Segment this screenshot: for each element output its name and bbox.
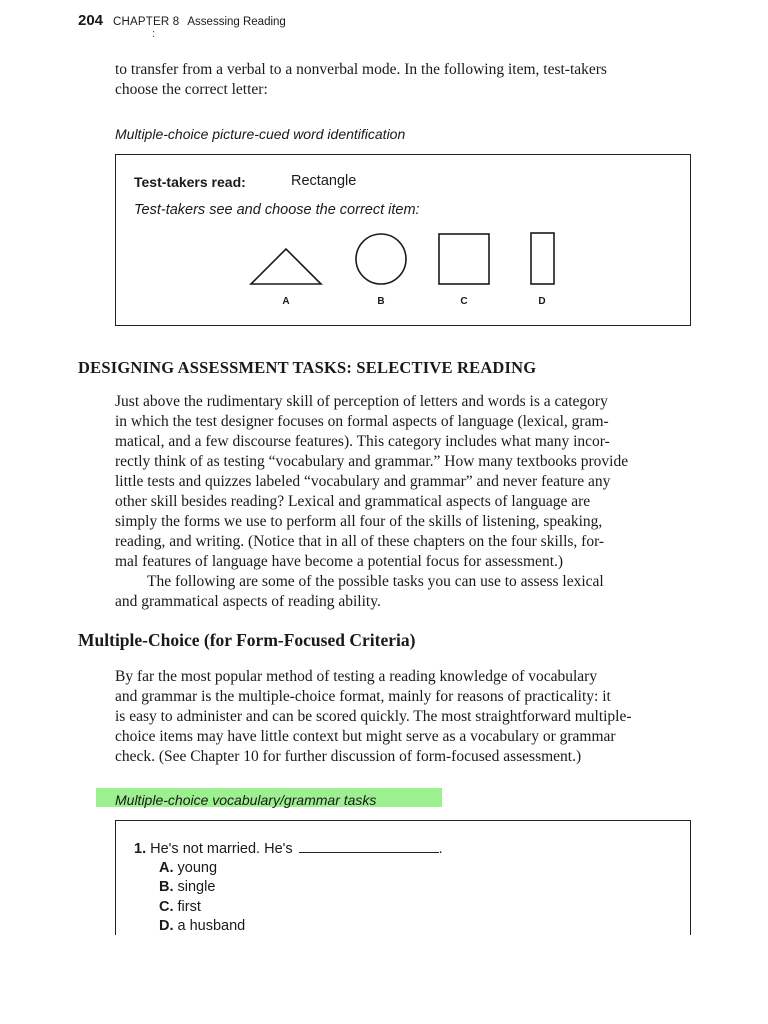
section-p1-line-5: little tests and quizzes labeled “vocabulary and grammar” and never feature any xyxy=(115,473,611,490)
section-p1-line-8: reading, and writing. (Notice that in all of these chapters on the four skills, for- xyxy=(115,533,605,550)
section-p2-line-2: and grammatical aspects of reading ability. xyxy=(115,593,381,610)
choice-text: first xyxy=(177,899,201,915)
question-number: 1. xyxy=(134,841,147,857)
subsection-line-3: is easy to administer and can be scored quickly. The most straightforward multiple- xyxy=(115,708,632,725)
section-p1-line-2: in which the test designer focuses on formal aspects of language (lexical, gram- xyxy=(115,413,609,430)
section-p1-line-4: rectly think of as testing “vocabulary and grammar.” How many textbooks provide xyxy=(115,453,629,470)
section-p1-line-7: simply the forms we use to perform all four of the skills of listening, speaking, xyxy=(115,513,603,530)
choice-text: young xyxy=(177,860,218,876)
section-p1-line-1: Just above the rudimentary skill of perception of letters and words is a category xyxy=(115,393,608,410)
chapter-label: CHAPTER 8 xyxy=(113,16,180,28)
option-letter-d: D xyxy=(538,296,546,307)
rectangle-icon xyxy=(531,233,554,284)
figure1-instruction: Test-takers see and choose the correct item: xyxy=(134,202,420,218)
square-icon xyxy=(439,234,489,284)
question-stem xyxy=(134,840,443,857)
question-text: He's not married. He's xyxy=(150,841,293,857)
option-letter-b: B xyxy=(377,296,385,307)
choice-text: single xyxy=(177,879,216,895)
figure2-caption: Multiple-choice vocabulary/grammar tasks xyxy=(115,792,377,808)
option-letter-c: C xyxy=(460,296,468,307)
stray-mark: : xyxy=(152,28,156,40)
circle-icon xyxy=(356,234,406,284)
choice-letter: B. xyxy=(159,879,174,895)
section-p1-line-6: other skill besides reading? Lexical and grammatical aspects of language are xyxy=(115,493,591,510)
choice-letter: A. xyxy=(159,860,174,876)
subsection-line-5: check. (See Chapter 10 for further discussion of form-focused assessment.) xyxy=(115,748,582,765)
figure1-caption: Multiple-choice picture-cued word identification xyxy=(115,126,406,142)
section-p1-line-3: matical, and a few discourse features). This category includes what many incor- xyxy=(115,433,610,450)
choice-letter: C. xyxy=(159,899,174,915)
intro-line-2: choose the correct letter: xyxy=(115,81,268,98)
choice-text: a husband xyxy=(177,918,246,934)
triangle-icon xyxy=(251,249,321,284)
subsection-heading: Multiple-Choice (for Form-Focused Criteria) xyxy=(78,630,416,650)
subsection-line-2: and grammar is the multiple-choice format, mainly for reasons of practicality: it xyxy=(115,688,611,705)
subsection-line-4: choice items may have little context but might serve as a vocabulary or grammar xyxy=(115,728,616,745)
subsection-line-1: By far the most popular method of testing a reading knowledge of vocabulary xyxy=(115,668,598,685)
option-letter-a: A xyxy=(282,296,290,307)
choice-a xyxy=(159,860,217,876)
answer-blank xyxy=(299,840,439,853)
read-label: Test-takers read: xyxy=(134,174,246,190)
section-p1-line-9: mal features of language have become a potential focus for assessment.) xyxy=(115,553,564,570)
running-title: Assessing Reading xyxy=(187,16,286,28)
read-value: Rectangle xyxy=(291,173,357,189)
intro-line-1: to transfer from a verbal to a nonverbal mode. In the following item, test-takers xyxy=(115,61,607,78)
section-p2-line-1: The following are some of the possible tasks you can use to assess lexical xyxy=(147,573,604,590)
choice-c xyxy=(159,899,201,915)
page-number: 204 xyxy=(78,12,104,29)
section-heading: DESIGNING ASSESSMENT TASKS: SELECTIVE READING xyxy=(78,358,537,377)
choice-letter: D. xyxy=(159,918,174,934)
shape-options xyxy=(240,226,570,292)
running-head xyxy=(78,12,286,29)
choice-d xyxy=(159,918,245,934)
question-end: . xyxy=(438,841,443,857)
choice-b xyxy=(159,879,215,895)
